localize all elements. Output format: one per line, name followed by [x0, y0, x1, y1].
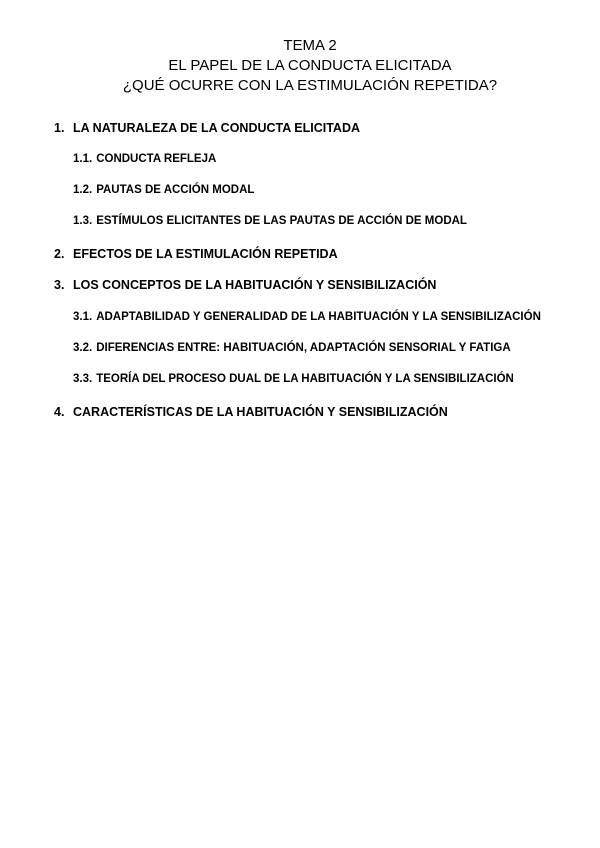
- toc-item-1-1: [73, 153, 216, 165]
- document-title: EL PAPEL DE LA CONDUCTA ELICITADA: [168, 57, 452, 74]
- toc-item-number: 1.3.: [73, 215, 93, 227]
- toc-item-title: LA NATURALEZA DE LA CONDUCTA ELICITADA: [73, 121, 361, 135]
- toc-item-number: 1.1.: [73, 153, 93, 165]
- toc-item-3-3: [73, 373, 514, 385]
- toc-item-title: DIFERENCIAS ENTRE: HABITUACIÓN, ADAPTACIÓN SENSORIAL Y FATIGA: [96, 342, 511, 354]
- toc-item-title: ADAPTABILIDAD Y GENERALIDAD DE LA HABITUACIÓN Y LA SENSIBILIZACIÓN: [96, 311, 541, 323]
- toc-item-number: 4.: [54, 405, 65, 419]
- toc-item-number: 3.1.: [73, 311, 93, 323]
- toc-item-title: LOS CONCEPTOS DE LA HABITUACIÓN Y SENSIBILIZACIÓN: [73, 278, 437, 292]
- toc-item-title: PAUTAS DE ACCIÓN MODAL: [96, 184, 255, 196]
- toc-item-2: [54, 247, 338, 261]
- toc-item-title: CONDUCTA REFLEJA: [96, 153, 217, 165]
- toc-item-3-2: [73, 342, 511, 354]
- toc-item-title: EFECTOS DE LA ESTIMULACIÓN REPETIDA: [73, 247, 338, 261]
- toc-item-1: [54, 121, 360, 135]
- toc-item-3-1: [73, 311, 541, 323]
- toc-item-1-3: [73, 215, 467, 227]
- toc-item-number: 2.: [54, 247, 65, 261]
- toc-item-number: 3.2.: [73, 342, 93, 354]
- toc-item-1-2: [73, 184, 254, 196]
- toc-item-title: TEORÍA DEL PROCESO DUAL DE LA HABITUACIÓN Y LA SENSIBILIZACIÓN: [96, 373, 514, 385]
- toc-item-3: [54, 278, 436, 292]
- toc-item-number: 1.2.: [73, 184, 93, 196]
- document-header: [0, 36, 600, 96]
- topic-number: TEMA 2: [283, 37, 337, 54]
- toc-item-title: CARACTERÍSTICAS DE LA HABITUACIÓN Y SENSIBILIZACIÓN: [73, 405, 448, 419]
- toc-item-number: 3.3.: [73, 373, 93, 385]
- toc-item-number: 3.: [54, 278, 65, 292]
- document-subtitle: ¿QUÉ OCURRE CON LA ESTIMULACIÓN REPETIDA?: [122, 77, 498, 94]
- toc-item-4: [54, 405, 448, 419]
- toc-item-title: ESTÍMULOS ELICITANTES DE LAS PAUTAS DE ACCIÓN DE MODAL: [96, 215, 467, 227]
- toc-item-number: 1.: [54, 121, 65, 135]
